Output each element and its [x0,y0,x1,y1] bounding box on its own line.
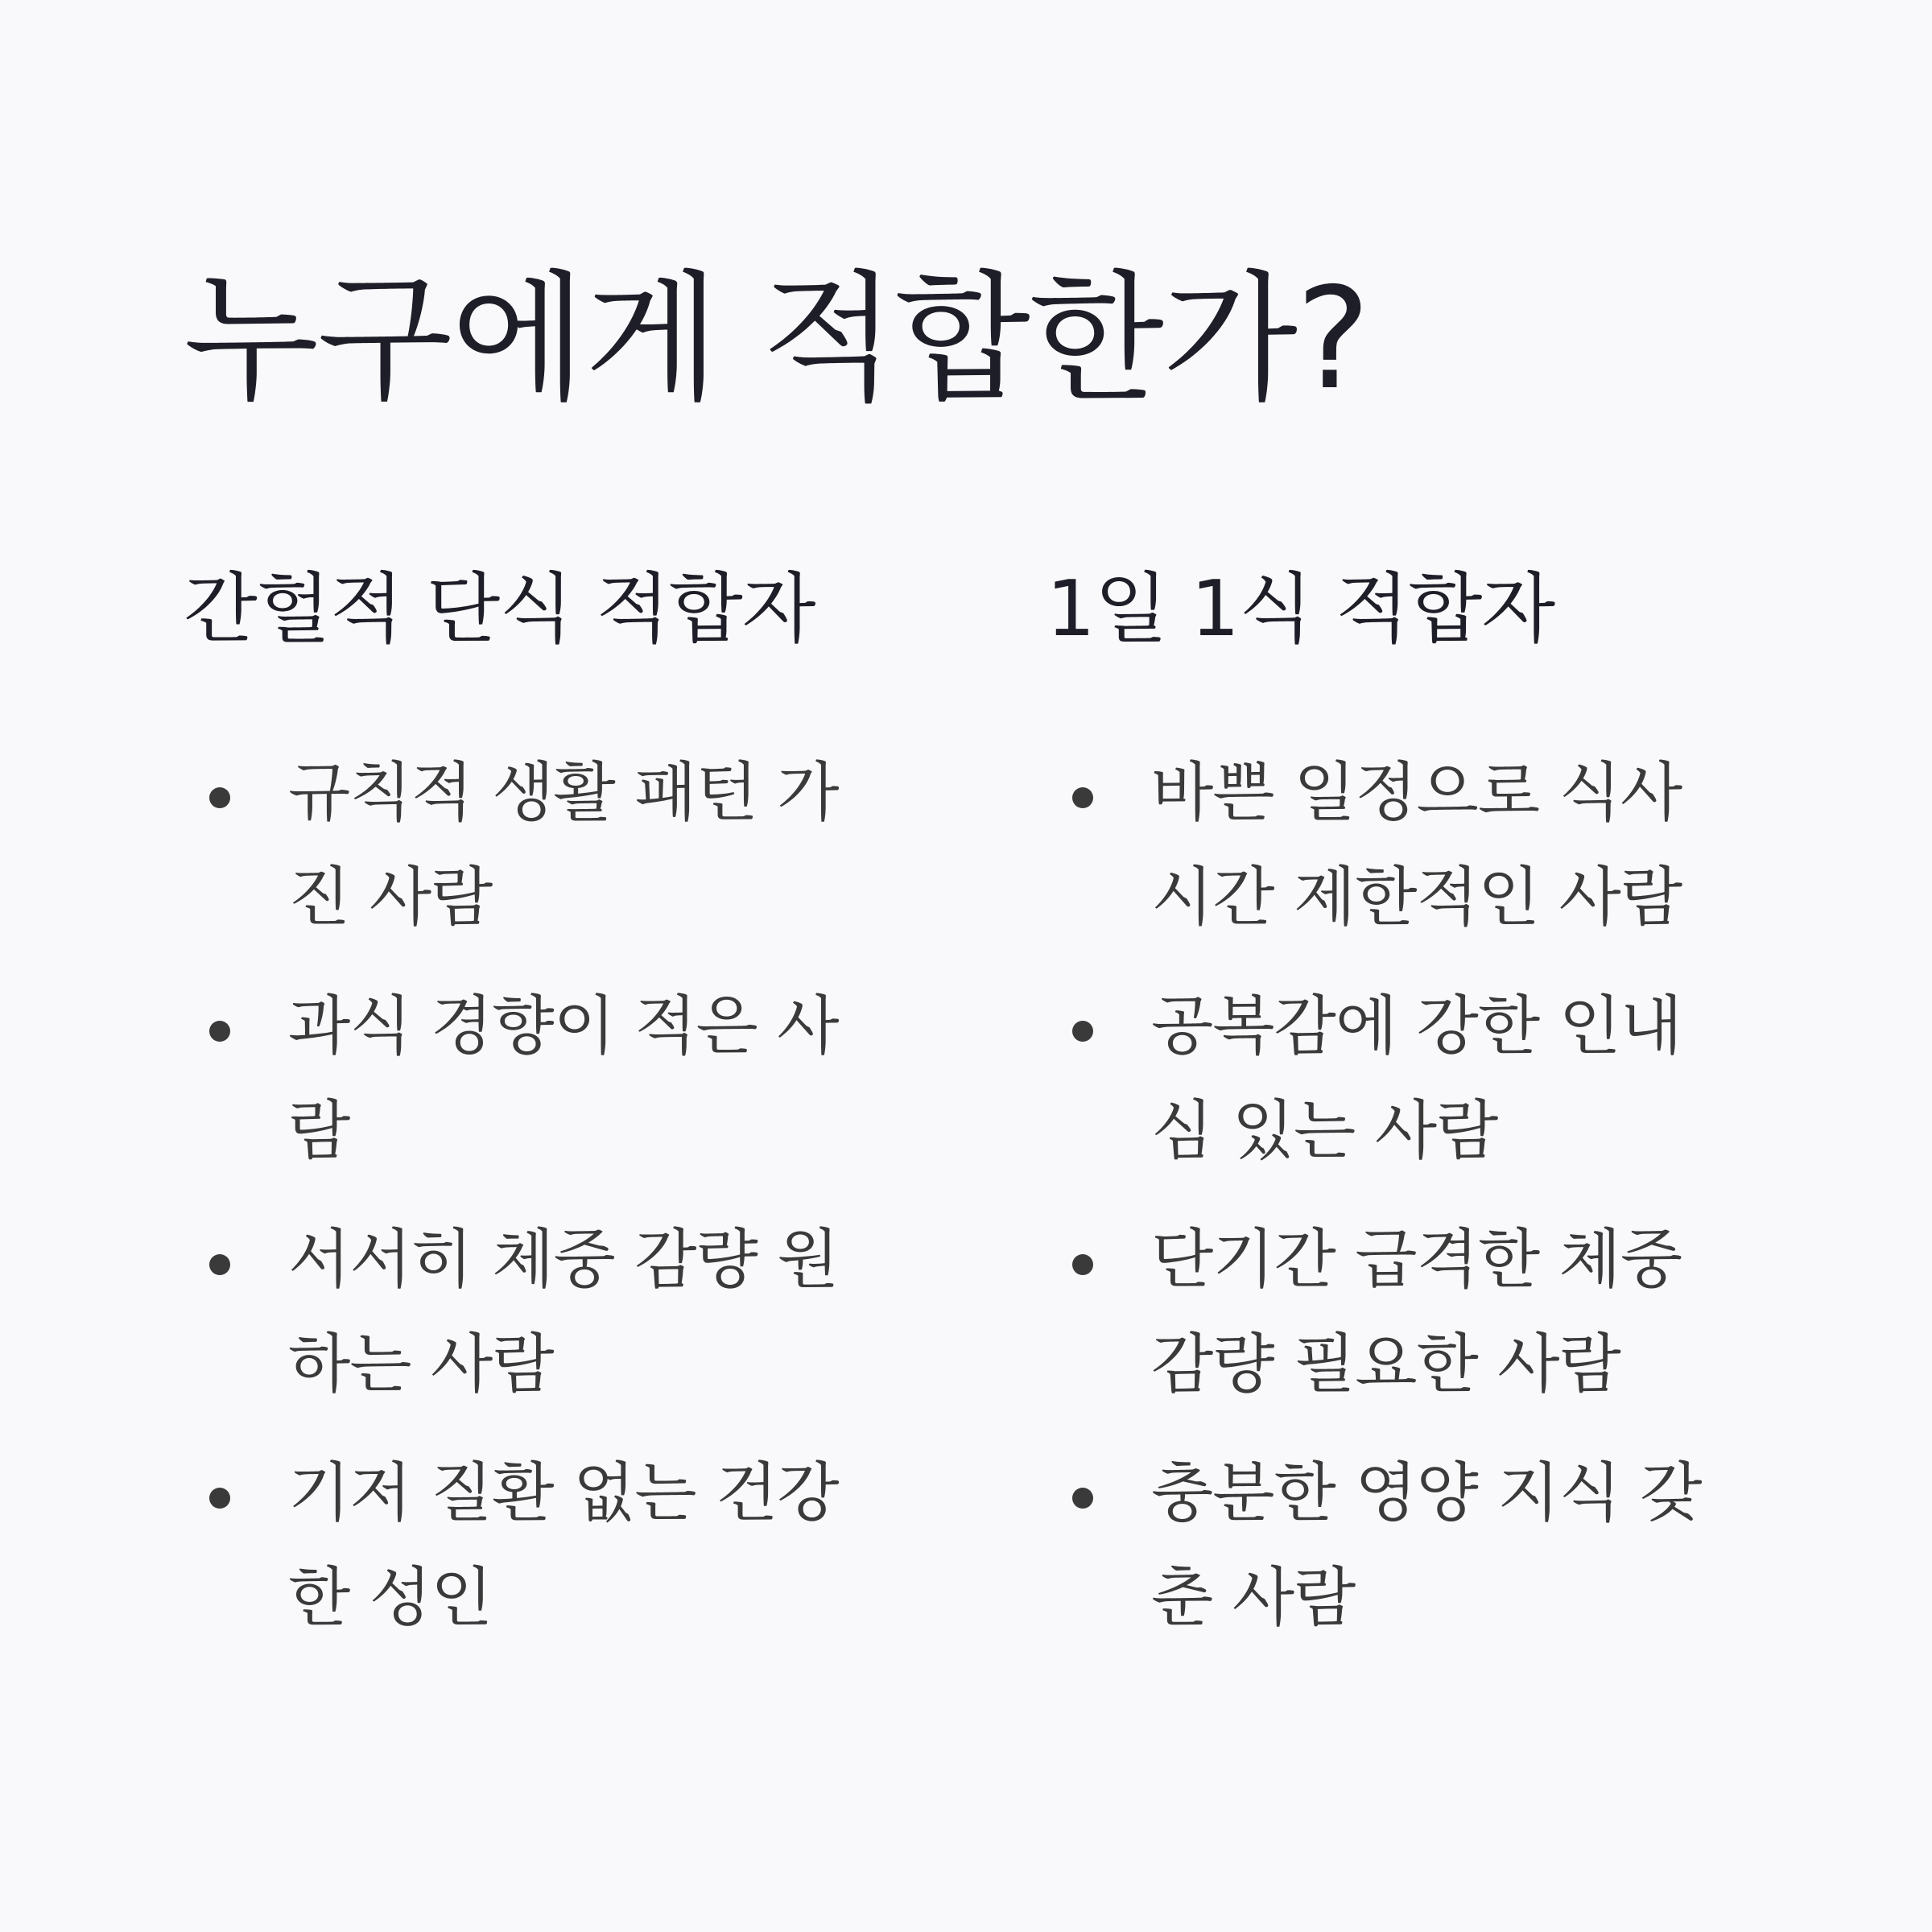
list-item [184,1441,876,1650]
one-meal-a-day-column [1046,564,1771,1635]
bullet-list [184,741,876,1674]
bullet-icon [209,1254,230,1275]
list-item-text: 공복감에 강한 인내심 있는 사람 [1151,989,1682,1168]
bullet-list [1046,741,1739,1674]
list-item [1046,974,1739,1183]
list-item [184,741,876,950]
list-item [184,1208,876,1417]
bullet-icon [1072,787,1093,808]
list-item-text: 단기간 급격한 체중 감량 필요한 사람 [1151,1222,1682,1402]
list-item [1046,1441,1739,1650]
bullet-icon [209,1488,230,1509]
bullet-icon [209,1021,230,1042]
list-item [184,974,876,1183]
intermittent-fasting-column [184,564,908,1635]
column-heading: 간헐적 단식 적합자 [184,565,815,654]
bullet-icon [1072,1488,1093,1509]
list-item-text: 과식 경향이 적은 사람 [288,989,839,1168]
bullet-icon [209,787,230,808]
list-item-text: 규칙적 생활 패턴 가진 사람 [288,755,839,935]
bullet-icon [1072,1021,1093,1042]
page-title: 누구에게 적합한가? [184,258,1369,421]
bullet-icon [1072,1254,1093,1275]
column-heading: 1일 1식 적합자 [1046,565,1555,654]
list-item-text: 기저 질환 없는 건강한 성인 [288,1455,839,1635]
list-item [1046,741,1739,950]
list-item-text: 바쁜 일정으로 식사 시간 제한적인 사람 [1151,755,1682,935]
list-item-text: 충분한 영양 지식 갖춘 사람 [1151,1455,1702,1635]
list-item [1046,1208,1739,1417]
list-item-text: 서서히 체중 감량 원하는 사람 [288,1222,839,1402]
